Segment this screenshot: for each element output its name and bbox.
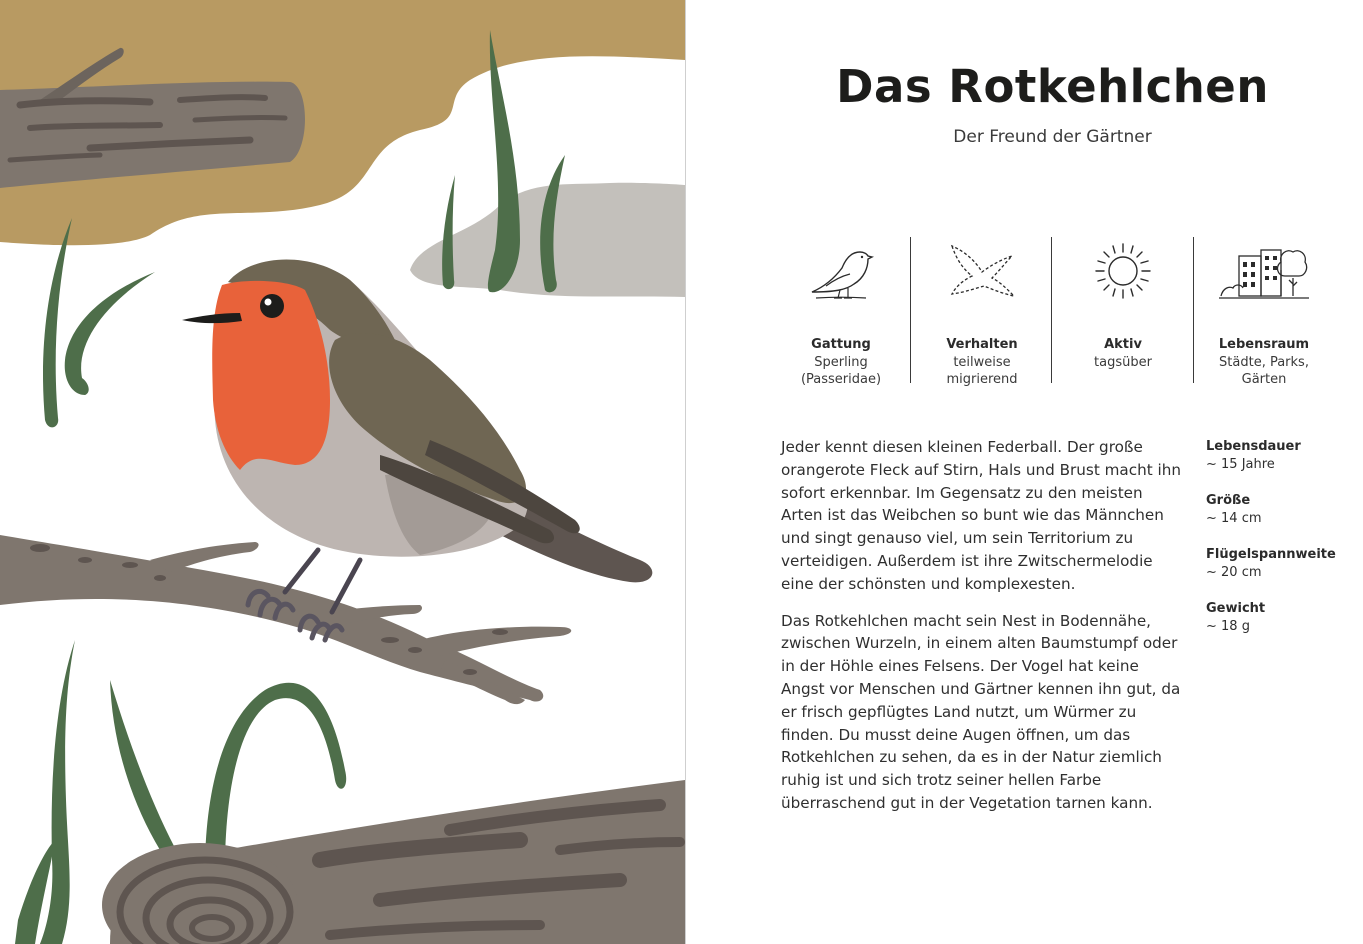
sun-icon [1092, 240, 1154, 302]
migrating-bird-icon [946, 240, 1018, 302]
stat-weight [1206, 600, 1356, 636]
stat-size [1206, 492, 1356, 528]
fact-behaviour-label: Verhalten [946, 337, 1018, 352]
fact-genus-line2: (Passeridae) [800, 372, 882, 387]
fact-active [1058, 240, 1188, 371]
stat-value: ~ 15 Jahre [1206, 457, 1275, 472]
paragraph: Das Rotkehlchen macht sein Nest in Bodennähe, zwischen Wurzeln, in einem alten Baumstumpf oder in der Höhle eines Felsens. Der Vogel hat keine Angst vor Menschen und Gärtner kennen ihn gut, da er frisch gepflügtes Land nutzt, um Würmer zu finden. Du musst deine Augen öffnen, um das Rotkehlchen zu sehen, da es in der Natur ziemlich ruhig ist und sich trotz seiner hellen Farbe überraschend gut in der Vegetation tarnen kann. [781, 611, 1181, 812]
city-tree-icon [1219, 240, 1309, 302]
fact-genus-label: Gattung [811, 337, 871, 352]
stat-label: Lebensdauer [1206, 439, 1301, 454]
fact-genus-line1: Sperling [814, 354, 868, 370]
fact-behaviour [917, 240, 1047, 389]
fact-divider [910, 237, 911, 383]
stat-label: Flügelspannweite [1206, 547, 1336, 562]
description-text [781, 436, 1181, 829]
fact-active-line1: tagsüber [1094, 354, 1152, 370]
fact-active-label: Aktiv [1104, 337, 1142, 352]
stat-value: ~ 14 cm [1206, 511, 1262, 526]
page-title: Das Rotkehlchen [836, 60, 1269, 113]
page-spine [685, 0, 686, 944]
fact-habitat-line2: Gärten [1241, 372, 1287, 387]
stat-wingspan [1206, 546, 1356, 582]
fact-habitat [1199, 240, 1329, 389]
fact-divider [1051, 237, 1052, 383]
stats-list [1206, 438, 1356, 654]
stat-label: Gewicht [1206, 601, 1266, 616]
stat-lifespan [1206, 438, 1356, 474]
fact-habitat-label: Lebensraum [1218, 337, 1310, 352]
bird-icon [806, 240, 876, 302]
fact-divider [1193, 237, 1194, 383]
stat-value: ~ 20 cm [1206, 565, 1262, 580]
stat-value: ~ 18 g [1206, 619, 1250, 634]
fact-habitat-line1: Städte, Parks, [1219, 354, 1309, 370]
fact-genus [776, 240, 906, 389]
page-subtitle: Der Freund der Gärtner [953, 127, 1152, 147]
stat-label: Größe [1206, 493, 1251, 508]
paragraph: Jeder kennt diesen kleinen Federball. Der große orangerote Fleck auf Stirn, Hals und Brust macht ihn sofort erkennbar. Im Gegensatz zu den meisten Arten ist das Weibchen so bunt wie das Männchen und singt genauso viel, um sein Territorium zu verteidigen. Außerdem ist ihre Zwitschermelodie eine der schönsten und komplexesten. [781, 438, 1181, 593]
fact-behaviour-line1: teilweise [953, 354, 1011, 370]
fact-behaviour-line2: migrierend [946, 372, 1018, 387]
